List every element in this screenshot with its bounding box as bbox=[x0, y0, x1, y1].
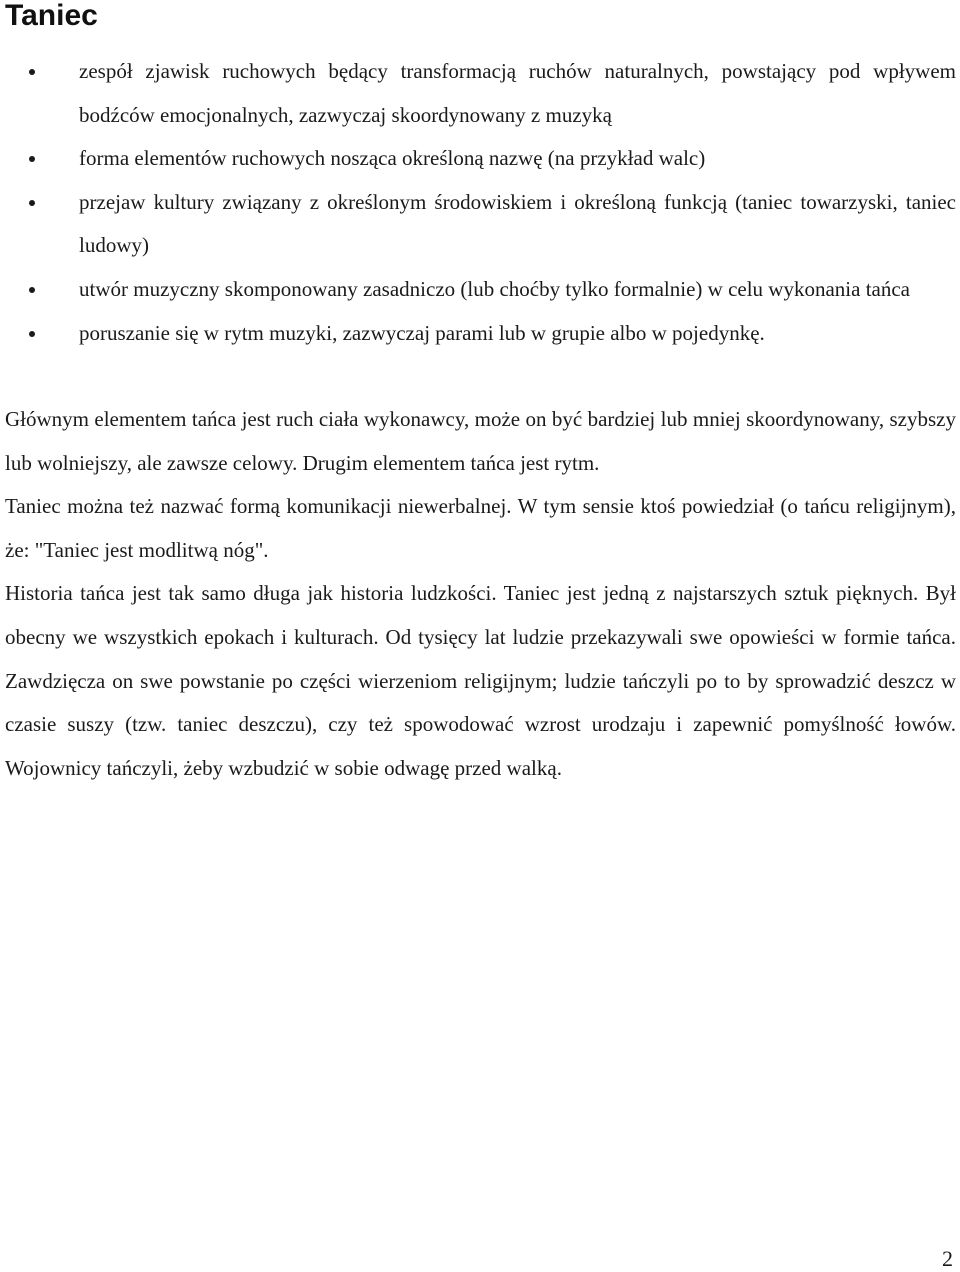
definition-list bbox=[0, 50, 960, 355]
list-item-text: zespół zjawisk ruchowych będący transformacją ruchów naturalnych, powstający pod wpływem bodźców emocjonalnych, zazwyczaj skoordynowany z muzyką bbox=[79, 59, 956, 127]
paragraph-elements: Głównym elementem tańca jest ruch ciała wykonawcy, może on być bardziej lub mniej skoordynowany, szybszy lub wolniejszy, ale zawsze celowy. Drugim elementem tańca jest rytm. bbox=[5, 407, 956, 475]
list-item-text: przejaw kultury związany z określonym środowiskiem i określoną funkcją (taniec towarzyski, taniec ludowy) bbox=[79, 189, 956, 258]
list-item bbox=[0, 268, 956, 312]
bullet-icon bbox=[29, 156, 35, 162]
list-item bbox=[0, 50, 956, 137]
paragraph-history: Historia tańca jest tak samo długa jak historia ludzkości. Taniec jest jedną z najstarszych sztuk pięknych. Był obecny we wszystkich epokach i kulturach. Od tysięcy lat ludzie przekazywali swe opowieści w formie tańca. Zawdzięcza on swe powstanie po części wierzeniom religijnym; ludzie tańczyli po to by sprowadzić deszcz w czasie suszy (tzw. taniec deszczu), czy też spowodować wzrost urodzaju i zapewnić pomyślność łowów. Wojownicy tańczyli, żeby wzbudzić w sobie odwagę przed walką. bbox=[5, 581, 956, 780]
list-item bbox=[0, 137, 956, 181]
list-item-text: forma elementów ruchowych nosząca określoną nazwę (na przykład walc) bbox=[79, 146, 706, 171]
body-text bbox=[5, 398, 956, 790]
bullet-icon bbox=[29, 331, 35, 337]
bullet-icon bbox=[29, 287, 35, 293]
list-item bbox=[0, 181, 956, 268]
list-item bbox=[0, 312, 956, 356]
list-item-text: poruszanie się w rytm muzyki, zazwyczaj parami lub w grupie albo w pojedynkę. bbox=[79, 320, 765, 345]
page-title: Taniec bbox=[5, 0, 98, 32]
paragraph-communication: Taniec można też nazwać formą komunikacji niewerbalnej. W tym sensie ktoś powiedział (o tańcu religijnym), że: "Taniec jest modlitwą nóg". bbox=[5, 494, 956, 562]
bullet-icon bbox=[29, 200, 35, 206]
page-number: 2 bbox=[942, 1246, 953, 1271]
bullet-icon bbox=[29, 69, 35, 75]
list-item-text: utwór muzyczny skomponowany zasadniczo (lub choćby tylko formalnie) w celu wykonania tańca bbox=[79, 276, 910, 301]
